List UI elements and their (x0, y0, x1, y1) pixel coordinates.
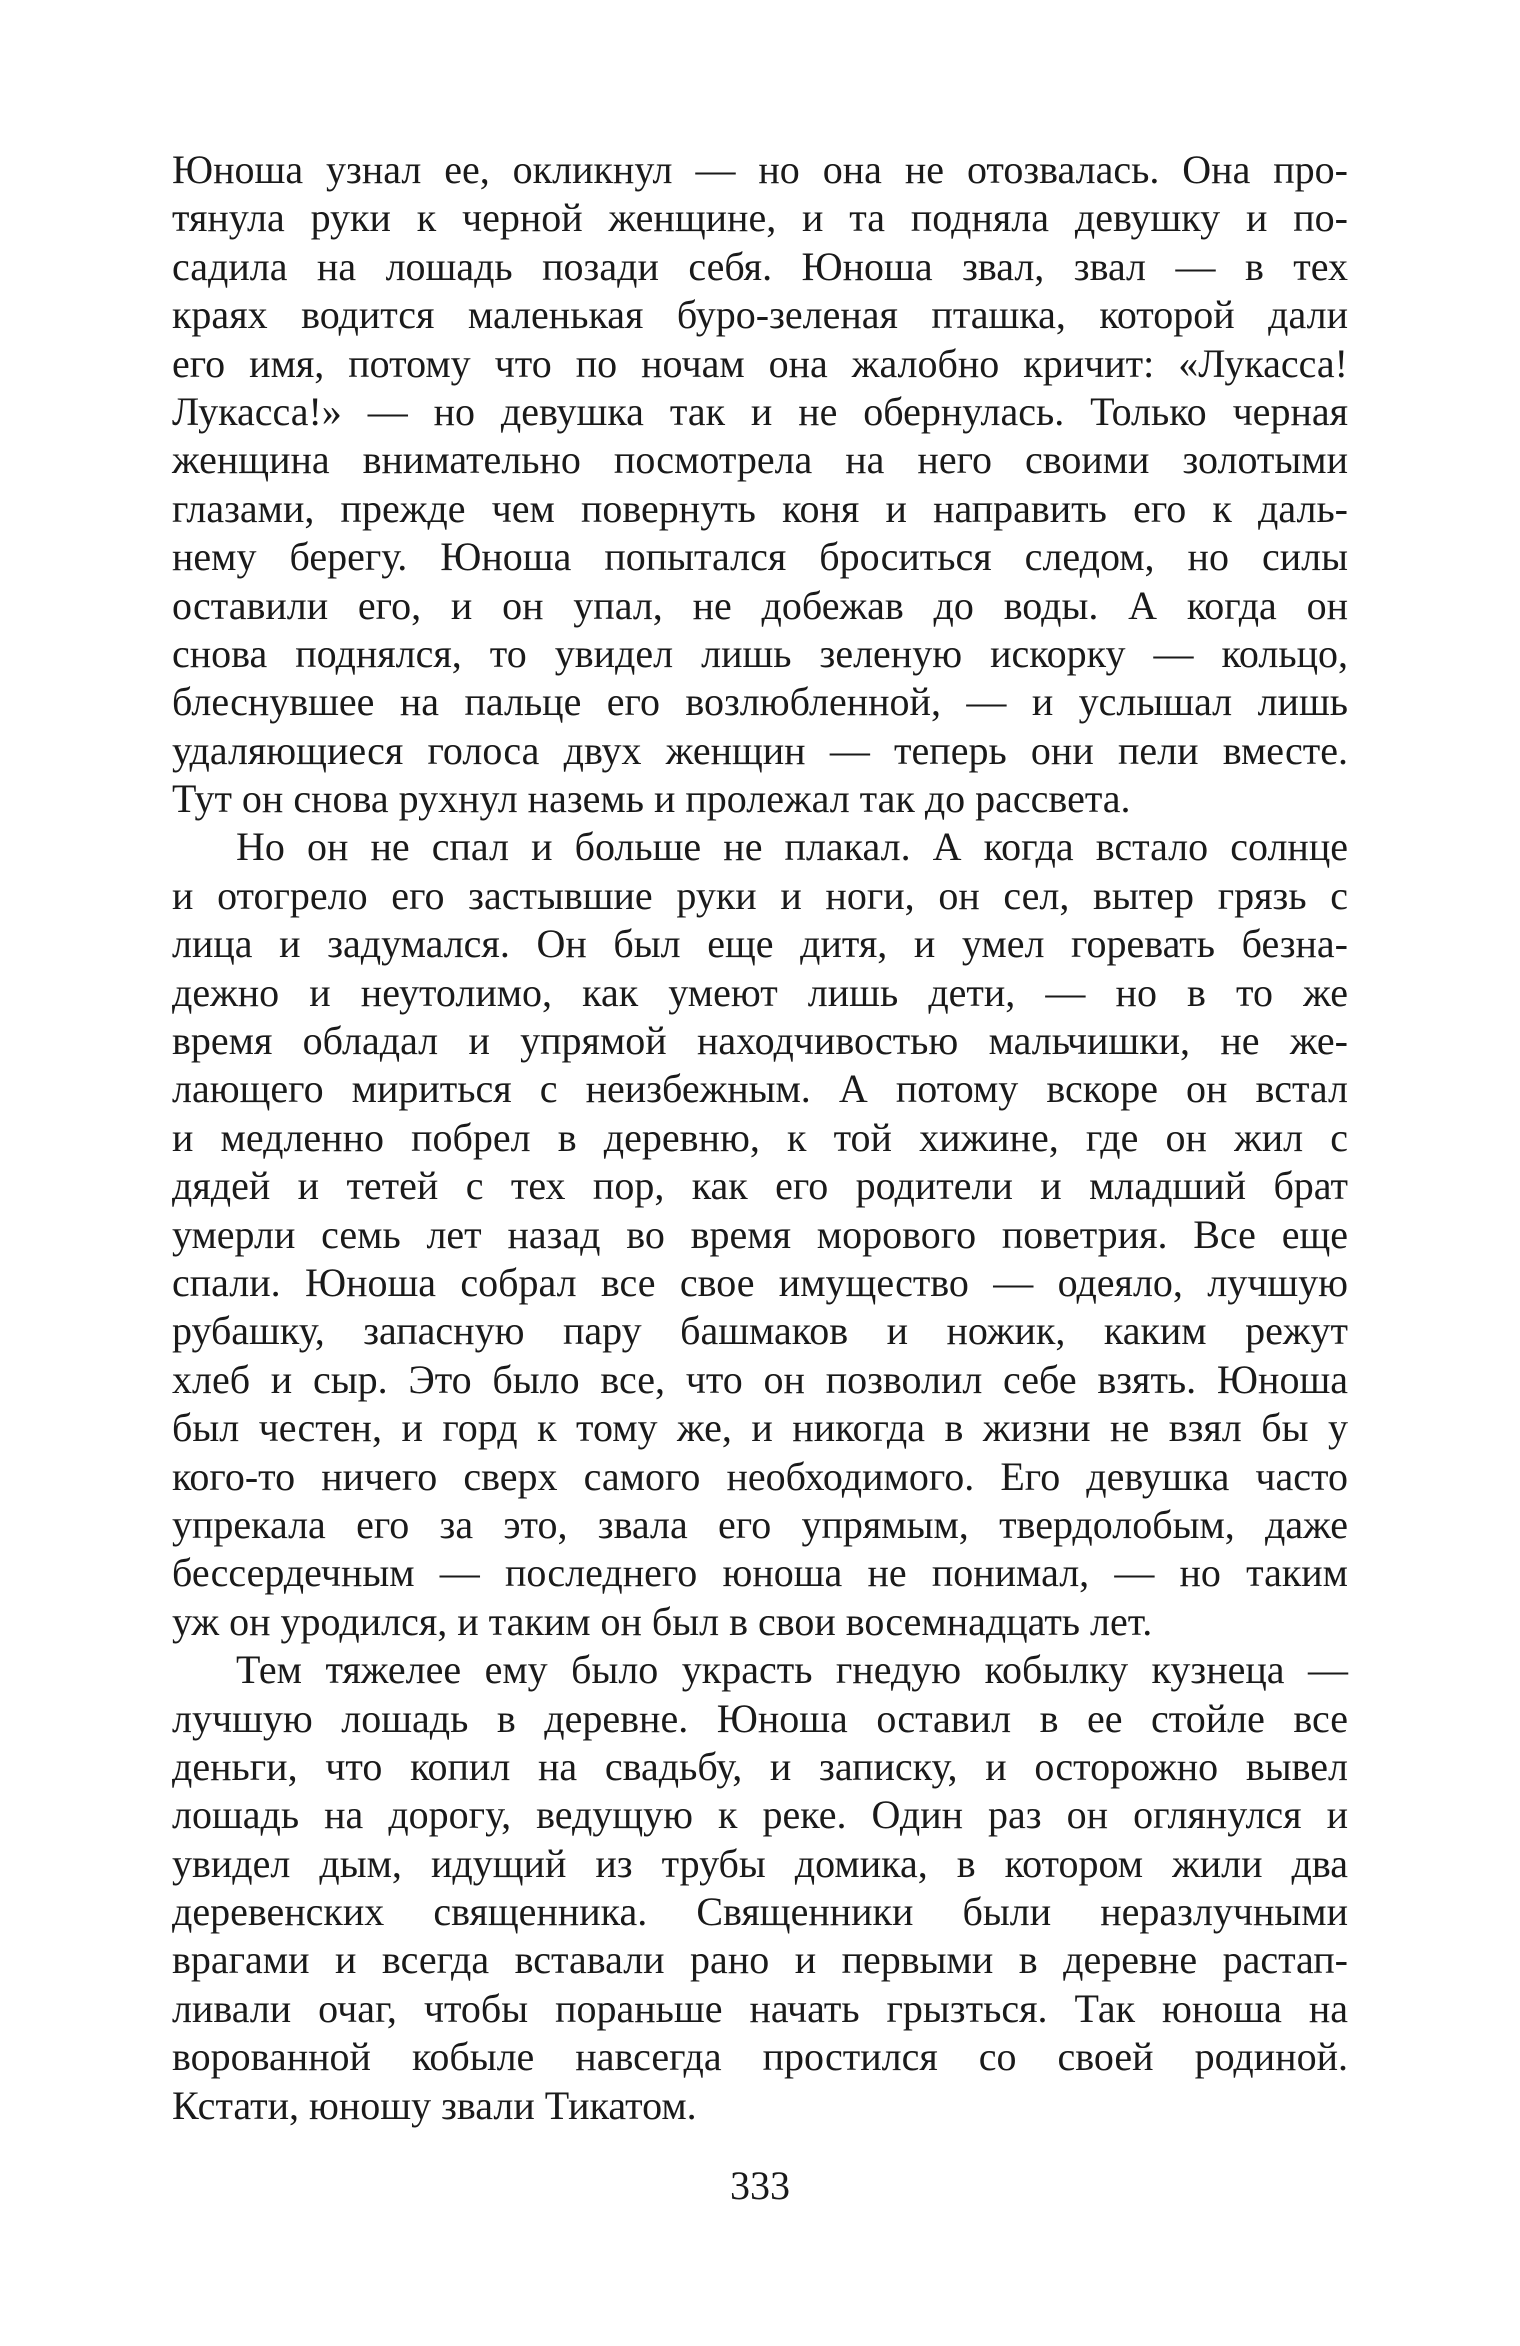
text-line: садила на лошадь позади себя. Юноша звал, звал — в тех (172, 243, 1348, 289)
text-line: Лукасса!» — но девушка так и не обернулась. Только черная (172, 388, 1348, 434)
text-line: блеснувшее на пальце его возлюбленной, — и услышал лишь (172, 679, 1348, 725)
text-line: ворованной кобыле навсегда простился со своей родиной. (172, 2034, 1348, 2080)
text-line: лошадь на дорогу, ведущую к реке. Один раз он оглянулся и (172, 1792, 1348, 1838)
text-line: Кстати, юношу звали Тикатом. (172, 2082, 697, 2128)
text-line: Тем тяжелее ему было украсть гнедую кобылку кузнеца — (236, 1647, 1348, 1693)
text-line: краях водится маленькая буро-зеленая пташка, которой дали (172, 292, 1348, 338)
text-line: спали. Юноша собрал все свое имущество — одеяло, лучшую (172, 1259, 1348, 1305)
text-line: уж он уродился, и таким он был в свои восемнадцать лет. (172, 1598, 1153, 1644)
paragraph (172, 823, 1348, 1646)
text-line: оставили его, и он упал, не добежав до воды. А когда он (172, 582, 1348, 628)
paragraph (172, 1646, 1348, 2130)
text-line: кого-то ничего сверх самого необходимого. Его девушка часто (172, 1453, 1348, 1499)
text-line: бессердечным — последнего юноша не понимал, — но таким (172, 1550, 1348, 1596)
text-line: деревенских священника. Священники были неразлучными (172, 1889, 1348, 1935)
text-line: Юноша узнал ее, окликнул — но она не отозвалась. Она про- (172, 147, 1348, 192)
page-number: 333 (730, 2163, 790, 2208)
text-line: упрекала его за это, звала его упрямым, твердолобым, даже (172, 1501, 1348, 1547)
body-text (172, 146, 1348, 2130)
text-line: Тут он снова рухнул наземь и пролежал так до рассвета. (172, 776, 1131, 822)
text-line: время обладал и упрямой находчивостью мальчишки, не же- (172, 1018, 1348, 1064)
text-line: нему берегу. Юноша попытался броситься следом, но силы (172, 534, 1348, 580)
text-line: лучшую лошадь в деревне. Юноша оставил в ее стойле все (172, 1695, 1348, 1741)
text-line: увидел дым, идущий из трубы домика, в котором жили два (172, 1840, 1348, 1886)
text-line: его имя, потому что по ночам она жалобно кричит: «Лукасса! (172, 340, 1348, 386)
text-line: врагами и всегда вставали рано и первыми в деревне растап- (172, 1937, 1348, 1983)
paragraph (172, 146, 1348, 823)
text-line: деньги, что копил на свадьбу, и записку, и осторожно вывел (172, 1743, 1348, 1789)
text-line: снова поднялся, то увидел лишь зеленую искорку — кольцо, (172, 630, 1348, 676)
text-line: ливали очаг, чтобы пораньше начать грызться. Так юноша на (172, 1985, 1348, 2031)
text-line: лица и задумался. Он был еще дитя, и умел горевать безна- (172, 921, 1348, 967)
text-line: умерли семь лет назад во время морового поветрия. Все еще (172, 1211, 1348, 1257)
text-line: и медленно побрел в деревню, к той хижине, где он жил с (172, 1114, 1348, 1160)
text-line: глазами, прежде чем повернуть коня и направить его к даль- (172, 485, 1348, 531)
text-line: женщина внимательно посмотрела на него своими золотыми (172, 437, 1348, 483)
text-line: был честен, и горд к тому же, и никогда в жизни не взял бы у (172, 1405, 1348, 1451)
text-line: лающего мириться с неизбежным. А потому вскоре он встал (172, 1066, 1348, 1112)
text-line: рубашку, запасную пару башмаков и ножик, каким режут (172, 1308, 1348, 1354)
text-line: тянула руки к черной женщине, и та подняла девушку и по- (172, 195, 1348, 241)
text-line: и отогрело его застывшие руки и ноги, он сел, вытер грязь с (172, 872, 1348, 918)
text-line: Но он не спал и больше не плакал. А когда встало солнце (236, 824, 1348, 870)
text-line: дядей и тетей с тех пор, как его родители и младший брат (172, 1163, 1348, 1209)
text-line: хлеб и сыр. Это было все, что он позволил себе взять. Юноша (172, 1356, 1348, 1402)
text-line: удаляющиеся голоса двух женщин — теперь они пели вместе. (172, 727, 1348, 773)
text-line: дежно и неутолимо, как умеют лишь дети, — но в то же (172, 969, 1348, 1015)
